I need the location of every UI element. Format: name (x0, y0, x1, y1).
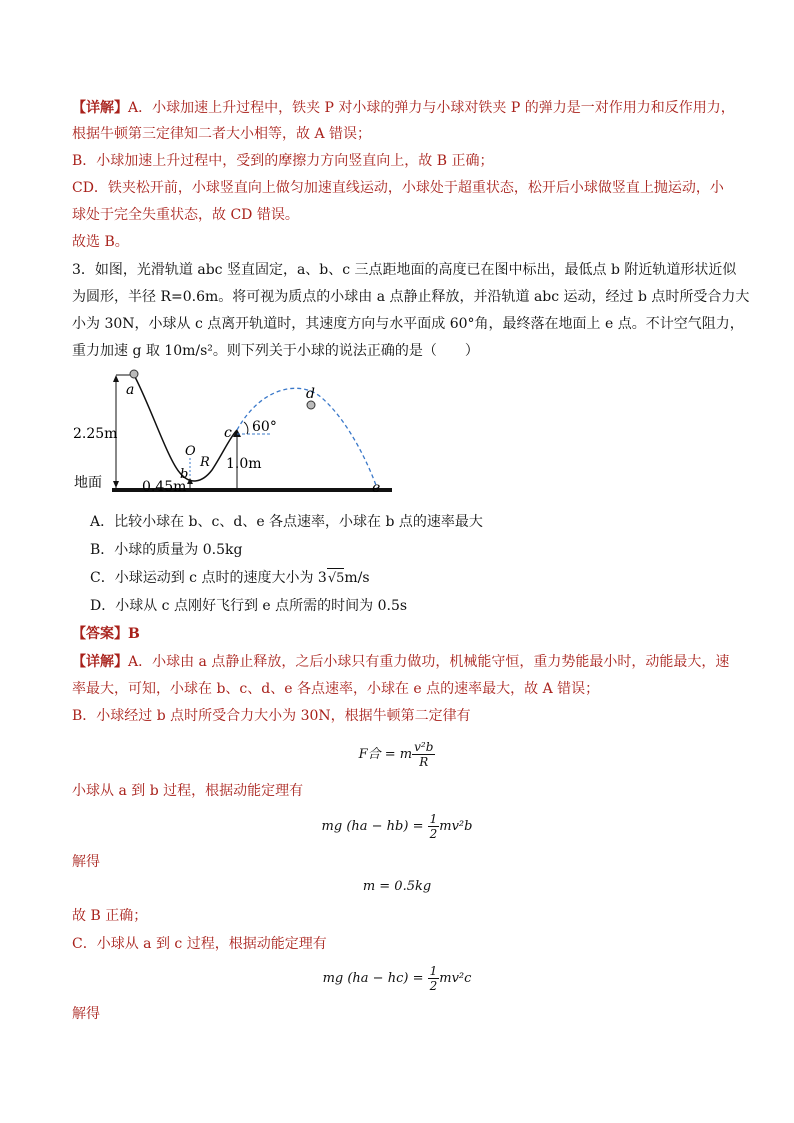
analysis-tag: 【详解】 (72, 100, 128, 116)
question-line-4: 重力加速 g 取 10m/s²。则下列关于小球的说法正确的是（ ） (72, 343, 479, 359)
height-a-arrowhead-up (113, 375, 119, 382)
height-a-label: 2.25m (73, 426, 118, 442)
label-e: e (372, 480, 381, 496)
analysis3-line-8: 解得 (72, 1006, 100, 1022)
track-figure (72, 365, 402, 504)
angle-arc (244, 422, 248, 434)
ground-label: 地面 (74, 475, 102, 491)
analysis-line-6: 故选 B。 (72, 234, 129, 250)
ball-a (130, 370, 138, 378)
analysis3-line-1: 【详解】A．小球由 a 点静止释放，之后小球只有重力做功，机械能守恒，重力势能最小时，动能最大，速 (72, 654, 730, 670)
analysis-line-5: 球处于完全失重状态，故 CD 错误。 (72, 207, 299, 223)
track-abc (134, 375, 237, 481)
analysis-line-3: B．小球加速上升过程中，受到的摩擦力方向竖直向上，故 B 正确； (72, 153, 494, 169)
analysis-line-2: 根据牛顿第三定律知二者大小相等，故 A 错误； (72, 126, 372, 142)
formula-energy-ac: mg (ha − hc) = $\frac{1}{2}$ mv²c (322, 964, 472, 993)
analysis3-line-5: 解得 (72, 854, 100, 870)
analysis3-line-7: C．小球从 a 到 c 过程，根据动能定理有 (72, 936, 327, 952)
height-c-label: 1.0m (226, 456, 262, 472)
label-c: c (224, 425, 232, 441)
analysis3-line-2: 率最大，可知，小球在 b、c、d、e 各点速率，小球在 e 点的速率最大，故 A 错误； (72, 681, 600, 697)
label-O: O (185, 444, 196, 459)
label-a: a (126, 382, 135, 398)
option-a: A．比较小球在 b、c、d、e 各点速率，小球在 b 点的速率最大 (90, 514, 483, 530)
analysis3-line-3: B．小球经过 b 点时所受合力大小为 30N，根据牛顿第二定律有 (72, 708, 471, 724)
question-line-2: 为圆形，半径 R=0.6m。将可视为质点的小球由 a 点静止释放，并沿轨道 abc 运动，经过 b 点时所受合力大 (72, 289, 750, 305)
question-line-3: 小为 30N，小球从 c 点离开轨道时，其速度方向与水平面成 60°角，最终落在地面上 e 点。不计空气阻力， (72, 316, 744, 332)
ball-d (307, 401, 315, 409)
analysis3-line-4: 小球从 a 到 b 过程，根据动能定理有 (72, 783, 304, 799)
height-a-arrowhead-down (113, 481, 119, 488)
angle-label: 60° (252, 419, 277, 435)
question-line-1: 3．如图，光滑轨道 abc 竖直固定，a、b、c 三点距地面的高度已在图中标出，最低点 b 附近轨道形状近似 (72, 262, 737, 278)
option-c-radical: √5 (327, 568, 345, 589)
formula-mass: m = 0.5kg (362, 879, 432, 894)
option-b: B．小球的质量为 0.5kg (90, 542, 243, 558)
analysis-line-4: CD．铁夹松开前，小球竖直向上做匀加速直线运动，小球处于超重状态，松开后小球做竖直上抛运动，小 (72, 180, 724, 196)
label-d: d (306, 386, 315, 402)
label-R: R (200, 455, 210, 470)
formula-energy-ab: mg (ha − hb) = $\frac{1}{2}$ mv²b (321, 812, 473, 841)
track-diagram (72, 365, 402, 500)
answer-value: B (128, 626, 140, 642)
answer-line: 【答案】B (72, 626, 140, 642)
height-b-label: 0.45m (142, 479, 187, 495)
analysis-line-1: 【详解】A．小球加速上升过程中，铁夹 P 对小球的弹力与小球对铁夹 P 的弹力是一对作用力和反作用力， (72, 100, 735, 116)
option-d: D．小球从 c 点刚好飞行到 e 点所需的时间为 0.5s (90, 598, 408, 614)
formula-newton: F合 = m $\frac{\text{v²b}}{R}$ (358, 740, 434, 769)
analysis3-line-6: 故 B 正确； (72, 908, 148, 924)
label-b: b (180, 467, 189, 482)
option-c: C．小球运动到 c 点时的速度大小为 3√5m/s (90, 568, 750, 589)
